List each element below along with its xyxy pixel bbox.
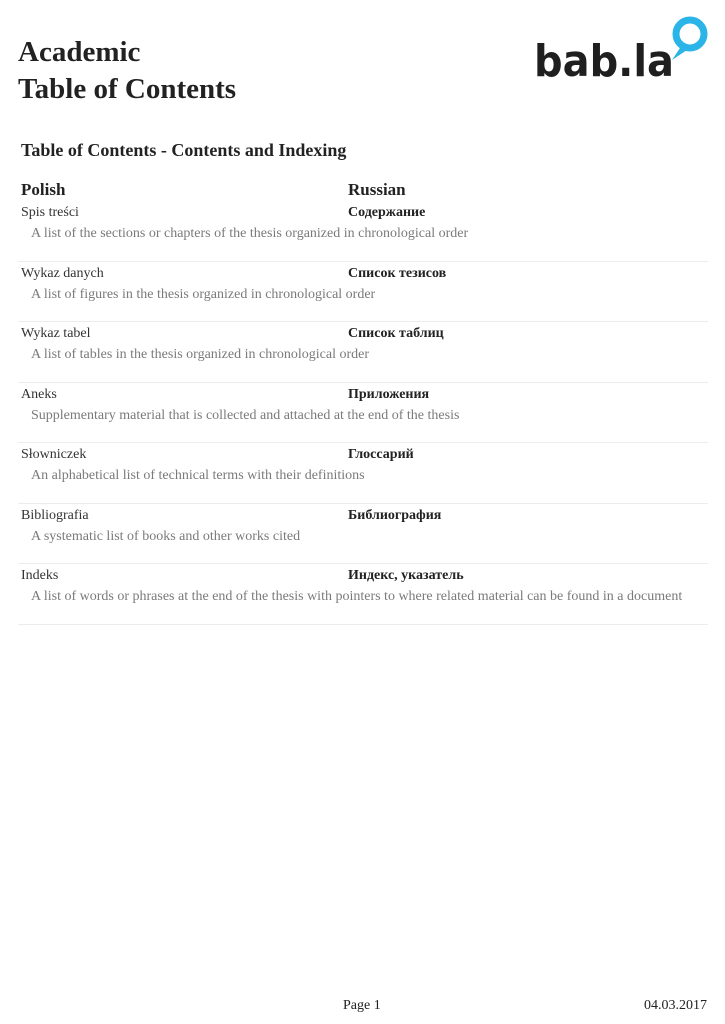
page-number: Page 1 xyxy=(343,998,381,1013)
term-polish: Słowniczek xyxy=(21,447,87,462)
section-title: Table of Contents - Contents and Indexing xyxy=(21,140,347,160)
term-description: Supplementary material that is collected and attached at the end of the thesis xyxy=(31,407,460,423)
page-title-line-2: Table of Contents xyxy=(18,73,237,105)
term-russian: Библиография xyxy=(348,507,442,523)
term-polish: Indeks xyxy=(21,568,59,583)
column-header-russian: Russian xyxy=(348,180,406,199)
term-entry xyxy=(18,201,708,262)
term-description: An alphabetical list of technical terms with their definitions xyxy=(31,468,365,483)
term-entry xyxy=(18,262,708,323)
column-header-polish: Polish xyxy=(21,180,66,199)
term-polish: Bibliografia xyxy=(21,507,89,523)
babla-logo-text: bab.la xyxy=(534,36,674,86)
term-description: A list of tables in the thesis organized in chronological order xyxy=(31,347,369,362)
page-title-line-1: Academic xyxy=(18,36,141,68)
column-headers xyxy=(21,179,708,201)
term-description: A list of the sections or chapters of the thesis organized in chronological order xyxy=(31,226,469,241)
term-russian: Список тезисов xyxy=(348,265,447,281)
speech-bubble-icon xyxy=(672,20,704,60)
term-entry xyxy=(18,504,708,565)
term-entry xyxy=(18,443,708,504)
term-russian: Приложения xyxy=(348,386,430,402)
term-russian: Содержание xyxy=(348,205,426,220)
term-entry xyxy=(18,322,708,383)
term-polish: Aneks xyxy=(21,386,57,402)
term-description: A list of words or phrases at the end of the thesis with pointers to where related material can be found in a document xyxy=(31,589,683,604)
term-entry xyxy=(18,383,708,444)
term-polish: Wykaz danych xyxy=(21,265,104,281)
term-description: A systematic list of books and other works cited xyxy=(31,528,301,544)
term-polish: Wykaz tabel xyxy=(21,326,91,341)
term-list xyxy=(18,201,708,625)
term-russian: Глоссарий xyxy=(348,447,414,462)
document-date: 04.03.2017 xyxy=(644,998,707,1013)
term-russian: Индекс, указатель xyxy=(348,568,464,583)
term-entry xyxy=(18,564,708,625)
page-title xyxy=(18,34,236,108)
term-description: A list of figures in the thesis organized in chronological order xyxy=(31,286,376,302)
babla-logo xyxy=(532,14,712,86)
term-russian: Список таблиц xyxy=(348,326,444,341)
term-polish: Spis treści xyxy=(21,205,79,220)
